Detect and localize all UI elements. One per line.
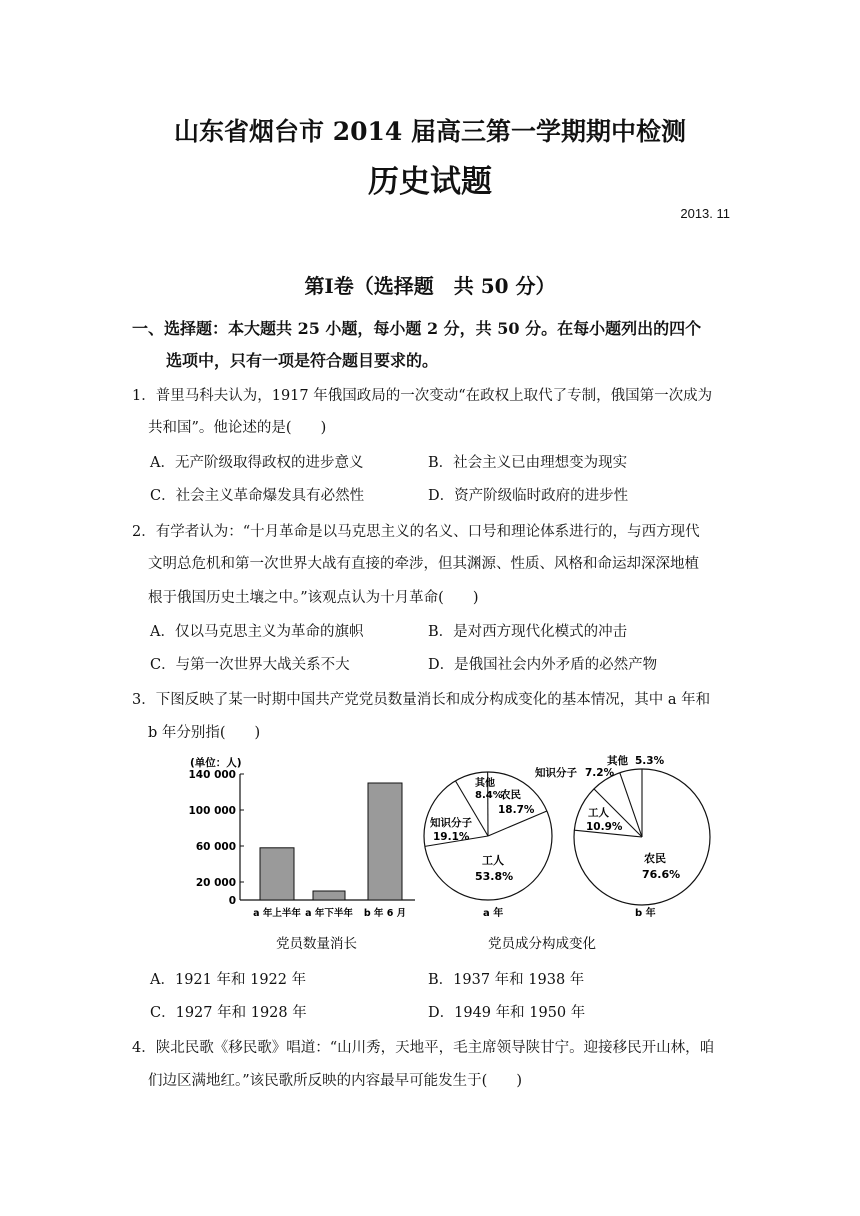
pie-chart-caption: 党员成分构成变化 (488, 936, 596, 952)
y-tick-label: 100 000 (188, 805, 236, 817)
bar (368, 783, 402, 900)
question-2-text-cont2: 根于俄国历史土壤之中。”该观点认为十月革命( ) (148, 590, 479, 606)
question-3-text: 3．下图反映了某一时期中国共产党党员数量消长和成分构成变化的基本情况，其中 a 年和 (132, 692, 711, 708)
option-1a[interactable]: A．无产阶级取得政权的进步意义 (150, 455, 364, 471)
bar-chart (189, 756, 416, 919)
pie-a-value-farmer: 18.7% (498, 804, 535, 816)
option-2a[interactable]: A．仅以马克思主义为革命的旗帜 (150, 624, 364, 640)
option-1d[interactable]: D．资产阶级临时政府的进步性 (428, 488, 629, 504)
y-tick-label: 0 (228, 895, 236, 907)
bar (313, 891, 345, 900)
x-category-labels (253, 907, 406, 919)
option-2d[interactable]: D．是俄国社会内外矛盾的必然产物 (428, 657, 658, 673)
option-2c[interactable]: C．与第一次世界大战关系不大 (150, 657, 350, 673)
option-3a[interactable]: A．1921 年和 1922 年 (150, 972, 307, 988)
y-tick-label: 60 000 (195, 841, 236, 853)
question-2-text: 2．有学者认为：“十月革命是以马克思主义的名义、口号和理论体系进行的，与西方现代 (132, 524, 700, 540)
pie-a-label-other: 其他 (475, 778, 495, 789)
pie-b-label-intellectual: 知识分子 (535, 767, 577, 779)
question-4-text-cont: 们边区满地红。”该民歌所反映的内容最早可能发生于( ) (148, 1073, 522, 1089)
bar-chart-unit: (单位：人) (190, 757, 242, 769)
option-3b[interactable]: B．1937 年和 1938 年 (428, 972, 585, 988)
section-instruction: 一、选择题：本大题共 25 小题，每小题 2 分，共 50 分。在每小题列出的四个 (132, 319, 702, 338)
pie-b-label-farmer: 农民 (644, 852, 666, 865)
pie-a-value-other: 8.4% (475, 790, 503, 801)
bar (260, 848, 294, 900)
question-4-text: 4．陕北民歌《移民歌》唱道：“山川秀，天地平，毛主席领导陕甘宁。迎接移民开山林，咱 (132, 1040, 715, 1056)
option-3c[interactable]: C．1927 年和 1928 年 (150, 1005, 307, 1021)
bar-chart-caption: 党员数量消长 (276, 936, 357, 952)
x-category-label: b 年 6 月 (363, 908, 407, 919)
option-2b[interactable]: B．是对西方现代化模式的冲击 (428, 624, 628, 640)
section-instruction-cont: 选项中，只有一项是符合题目要求的。 (166, 351, 439, 370)
pie-a-value-intellectual: 19.1% (433, 831, 470, 843)
x-category-label: a 年上半年 (253, 908, 301, 919)
question-3-text-cont: b 年分别指( ) (148, 725, 261, 741)
pie-b-label-worker: 工人 (588, 807, 609, 819)
option-1b[interactable]: B．社会主义已由理想变为现实 (428, 455, 628, 471)
pie-b-value-other: 5.3% (635, 755, 665, 767)
question-1-text: 1．普里马科夫认为，1917 年俄国政局的一次变动“在政权上取代了专制，俄国第一次成为 (132, 388, 713, 404)
y-tick-labels (189, 769, 245, 907)
question-1-text-cont: 共和国”。他论述的是( ) (148, 420, 327, 436)
pie-chart-b (535, 754, 710, 919)
option-1c[interactable]: C．社会主义革命爆发具有必然性 (150, 488, 365, 504)
question-3-figure (180, 750, 740, 960)
bars (260, 783, 402, 900)
pie-a-label-intellectual: 知识分子 (430, 817, 472, 829)
option-3d[interactable]: D．1949 年和 1950 年 (428, 1005, 586, 1021)
pie-a-value-worker: 53.8% (475, 870, 514, 883)
y-tick-label: 20 000 (195, 877, 236, 889)
pie-b-label-other: 其他 (607, 755, 628, 767)
subject-title: 历史试题 (368, 164, 492, 200)
pie-b-value-worker: 10.9% (586, 821, 623, 833)
section-title: 第Ⅰ卷（选择题 共 50 分） (304, 274, 556, 298)
question-2-text-cont: 文明总危机和第一次世界大战有直接的牵涉，但其渊源、性质、风格和命运却深深地植 (148, 556, 699, 572)
pie-b-name: b 年 (635, 908, 656, 919)
pie-a-label-worker: 工人 (482, 854, 504, 867)
exam-date: 2013. 11 (680, 206, 730, 221)
pie-a-name: a 年 (483, 908, 504, 919)
pie-chart-a (424, 772, 552, 919)
y-tick-label: 140 000 (188, 769, 236, 781)
document-title: 山东省烟台市 2014 届高三第一学期期中检测 (174, 117, 686, 146)
x-category-label: a 年下半年 (305, 908, 353, 919)
pie-b-value-intellectual: 7.2% (585, 767, 615, 779)
pie-a-label-farmer: 农民 (500, 789, 521, 801)
pie-b-value-farmer: 76.6% (642, 868, 681, 881)
